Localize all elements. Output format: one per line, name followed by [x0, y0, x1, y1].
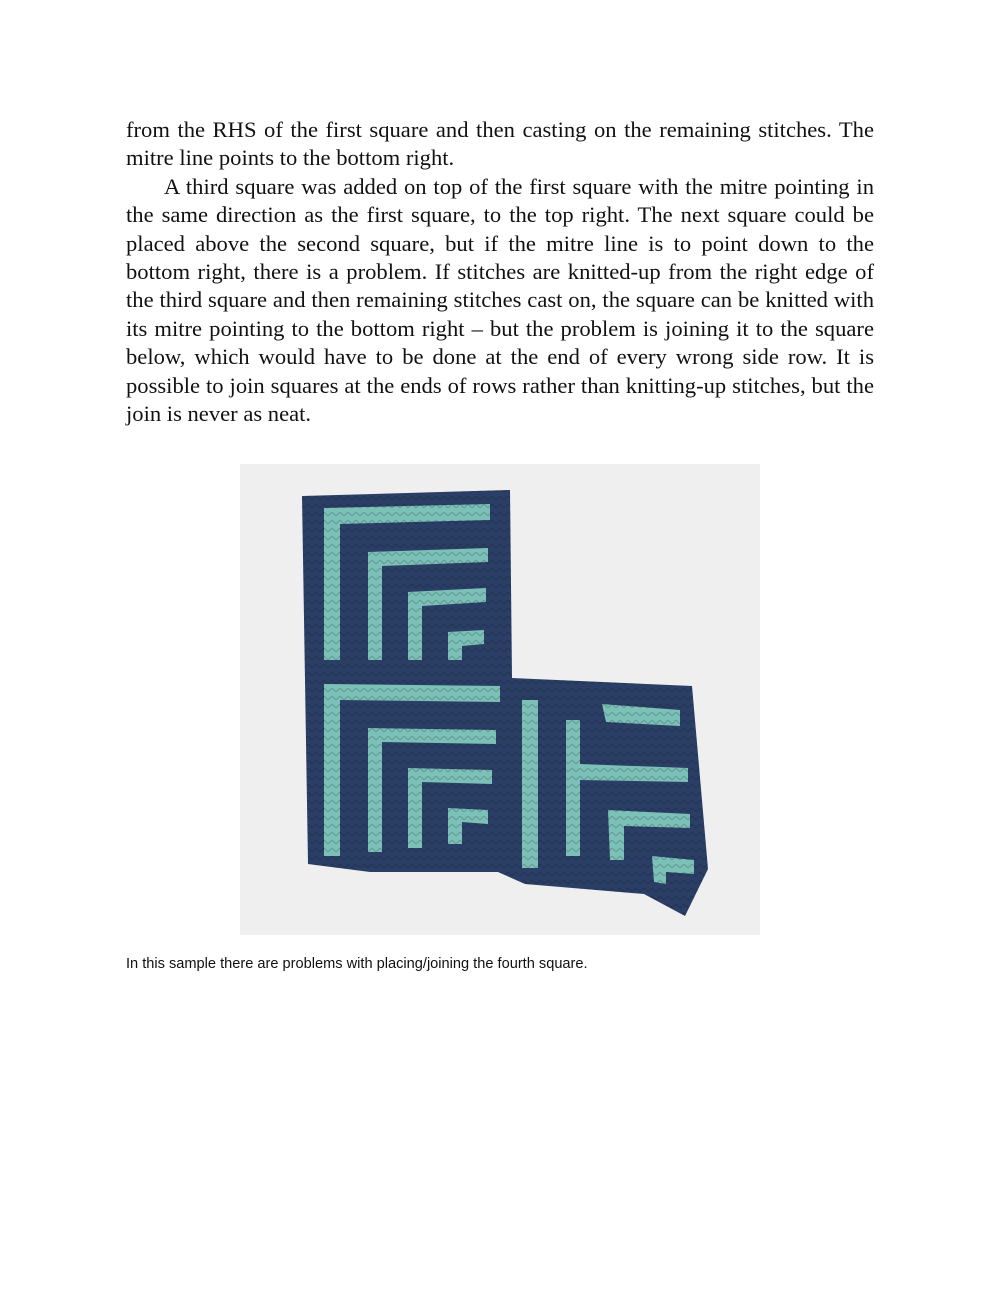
stitch-texture: [302, 490, 708, 916]
figure-caption: In this sample there are problems with placing/joining the fourth square.: [126, 956, 588, 972]
body-text: [126, 116, 874, 428]
knitting-sample-illustration: [240, 464, 760, 935]
paragraph-2: A third square was added on top of the first square with the mitre pointing in the same direction as the first square, to the top right. The next square could be placed above the second square, but if the mitre line is to point down to the bottom right, there is a problem. If stitches are knitted-up from the right edge of the third square and then remaining stitches cast on, the square can be knitted with its mitre pointing to the bottom right – but the problem is joining it to the square below, which would have to be done at the end of every wrong side row. It is possible to join squares at the ends of rows rather than knitting-up stitches, but the join is never as neat.: [126, 173, 874, 427]
knitting-sample-photo: [240, 464, 760, 935]
paragraph-1: from the RHS of the first square and then casting on the remaining stitches. The mitre line points to the bottom right.: [126, 117, 874, 171]
